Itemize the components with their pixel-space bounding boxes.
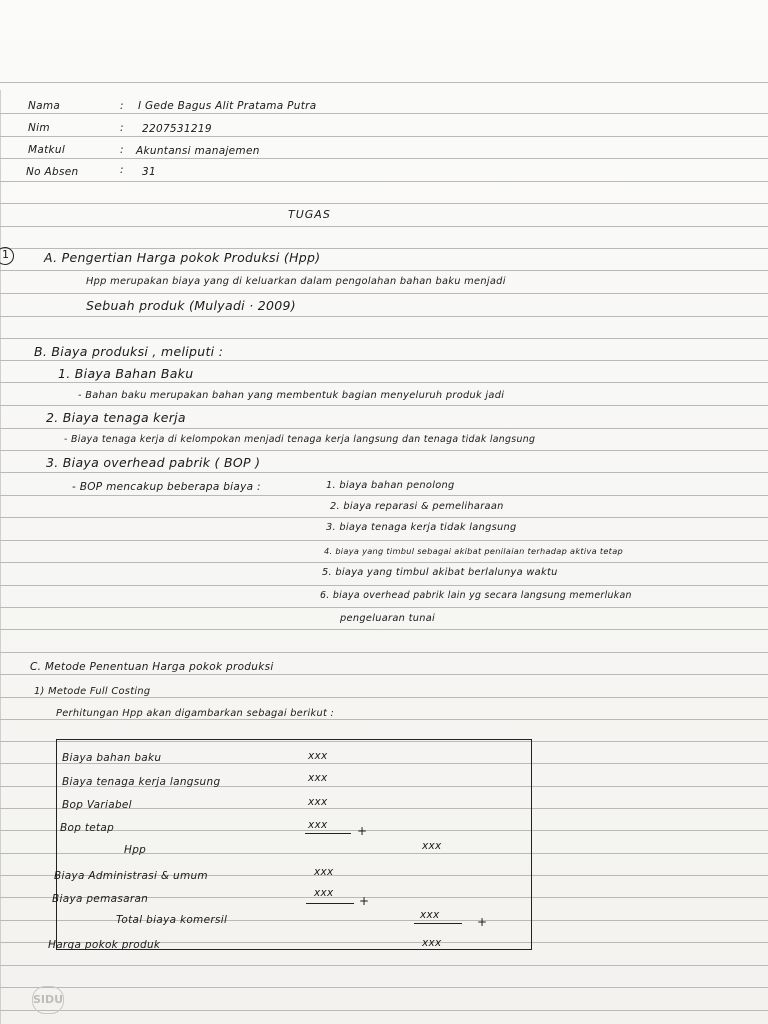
table-row-value: xxx [314, 866, 334, 878]
table-row-label: Biaya tenaga kerja langsung [62, 776, 221, 788]
ruled-line [0, 428, 768, 429]
section-b-item1: 1. Biaya Bahan Baku [58, 366, 194, 381]
section-b-item2: 2. Biaya tenaga kerja [46, 410, 186, 425]
plus-sign: + [357, 824, 368, 838]
ruled-line [0, 316, 768, 317]
subtotal-underline [305, 833, 351, 834]
ruled-line [0, 382, 768, 383]
ruled-line [0, 82, 768, 83]
section-b-item2-desc: - Biaya tenaga kerja di kelompokan menjadi tenaga kerja langsung dan tenaga tidak langsung [64, 434, 536, 445]
table-row-label: Total biaya komersil [116, 914, 228, 926]
bop-item: pengeluaran tunai [340, 613, 436, 624]
table-row-label: Hpp [124, 844, 147, 856]
colon: : [120, 144, 124, 156]
ruled-line [0, 607, 768, 608]
ruled-line [0, 338, 768, 339]
ruled-line [0, 674, 768, 675]
bop-item: 6. biaya overhead pabrik lain yg secara langsung memerlukan [320, 590, 632, 601]
ruled-line [0, 517, 768, 518]
colon: : [120, 164, 124, 176]
value-matkul: Akuntansi manajemen [136, 145, 260, 157]
ruled-line [0, 629, 768, 630]
table-row-value: xxx [308, 750, 328, 762]
bop-item: 2. biaya reparasi & pemeliharaan [330, 501, 504, 512]
value-nama: I Gede Bagus Alit Pratama Putra [138, 100, 317, 112]
ruled-line [0, 181, 768, 182]
ruled-line [0, 450, 768, 451]
total-underline [414, 923, 462, 924]
section-b-item3-desc: - BOP mencakup beberapa biaya : [72, 481, 261, 493]
ruled-line [0, 562, 768, 563]
table-row-total: xxx [420, 909, 440, 921]
plus-sign: + [477, 915, 488, 929]
label-no-absen: No Absen [26, 166, 79, 178]
table-row-total: xxx [422, 840, 442, 852]
page-margin-line [0, 90, 1, 1024]
section-c-heading: C. Metode Penentuan Harga pokok produksi [30, 661, 274, 673]
ruled-line [0, 652, 768, 653]
ruled-line [0, 270, 768, 271]
value-no-absen: 31 [142, 166, 156, 178]
ruled-line [0, 540, 768, 541]
bop-item: 4. biaya yang timbul sebagai akibat penilaian terhadap aktiva tetap [324, 546, 624, 556]
bop-item: 3. biaya tenaga kerja tidak langsung [326, 522, 517, 533]
table-row-value: xxx [314, 887, 334, 899]
ruled-line [0, 1010, 768, 1011]
sidu-watermark-logo: SIDU [32, 986, 64, 1014]
section-b-item3: 3. Biaya overhead pabrik ( BOP ) [46, 455, 261, 470]
label-nim: Nim [28, 122, 50, 134]
section-c-intro: Perhitungan Hpp akan digambarkan sebagai berikut : [56, 708, 335, 719]
bop-item: 5. biaya yang timbul akibat berlalunya waktu [322, 567, 558, 578]
table-row-label: Bop tetap [60, 822, 115, 834]
plus-sign: + [359, 894, 370, 908]
table-row-value: xxx [308, 772, 328, 784]
ruled-line [0, 405, 768, 406]
table-row-label: Biaya pemasaran [52, 893, 149, 905]
question-number: 1 [2, 248, 9, 261]
table-row-label: Harga pokok produk [48, 939, 161, 951]
label-matkul: Matkul [28, 144, 66, 156]
subtotal-underline [306, 903, 354, 904]
section-c-method: 1) Metode Full Costing [34, 686, 151, 697]
ruled-line [0, 472, 768, 473]
ruled-line [0, 495, 768, 496]
section-a-line1: Hpp merupakan biaya yang di keluarkan dalam pengolahan bahan baku menjadi [86, 276, 506, 287]
ruled-line [0, 293, 768, 294]
ruled-line [0, 203, 768, 204]
table-row-value: xxx [308, 796, 328, 808]
table-row-label: Biaya Administrasi & umum [54, 870, 208, 882]
section-b-heading: B. Biaya produksi , meliputi : [34, 344, 224, 359]
ruled-line [0, 226, 768, 227]
ruled-line [0, 136, 768, 137]
table-row-total: xxx [422, 937, 442, 949]
value-nim: 2207531219 [142, 123, 212, 135]
ruled-line [0, 158, 768, 159]
section-a-line2: Sebuah produk (Mulyadi · 2009) [86, 298, 296, 313]
table-row-label: Biaya bahan baku [62, 752, 162, 764]
section-b-item1-desc: - Bahan baku merupakan bahan yang membentuk bagian menyeluruh produk jadi [78, 390, 505, 401]
ruled-line [0, 987, 768, 988]
page-title: TUGAS [288, 208, 331, 221]
bop-item: 1. biaya bahan penolong [326, 480, 455, 491]
ruled-line [0, 360, 768, 361]
ruled-line [0, 585, 768, 586]
label-nama: Nama [28, 100, 61, 112]
colon: : [120, 122, 124, 134]
table-row-label: Bop Variabel [62, 799, 132, 811]
ruled-line [0, 113, 768, 114]
colon: : [120, 100, 124, 112]
section-a-heading: A. Pengertian Harga pokok Produksi (Hpp) [44, 250, 321, 265]
ruled-line [0, 248, 768, 249]
ruled-line [0, 965, 768, 966]
table-row-value: xxx [308, 819, 328, 831]
